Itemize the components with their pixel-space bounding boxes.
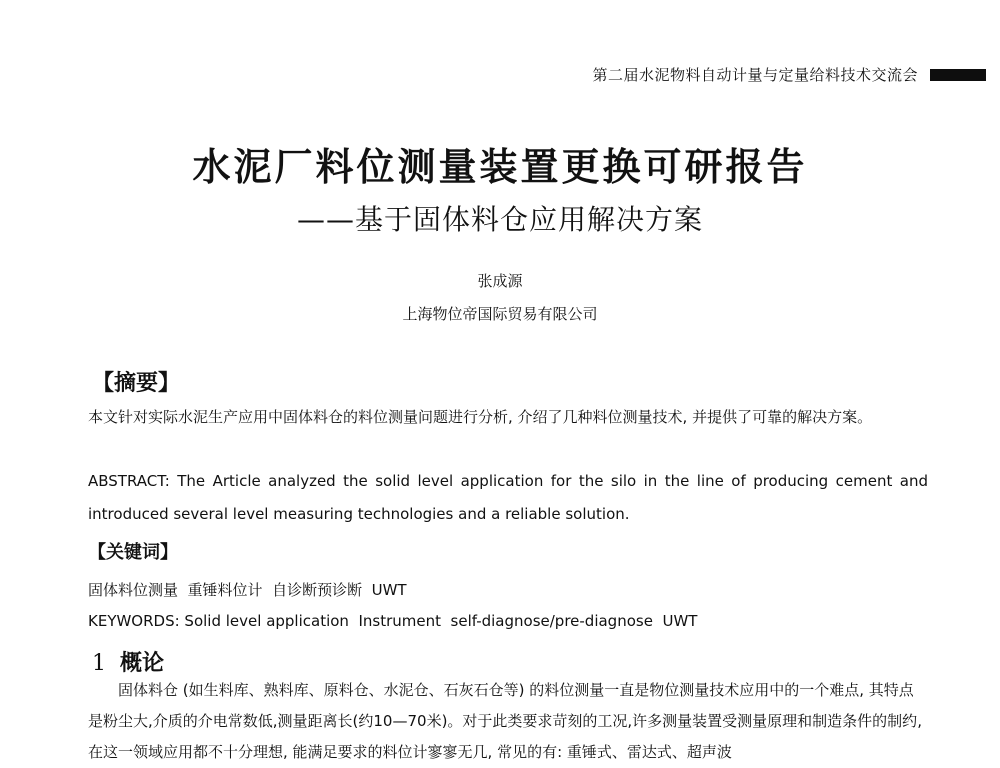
author-name: 张成源 bbox=[477, 272, 523, 290]
section-1-body: 固体料仓 (如生料库、熟料库、原料仓、水泥仓、石灰石仓等) 的料位测量一直是物位测量技术应用中的一个难点, 其特点是粉尘大,介质的介电常数低,测量距离长(约10—70米)。对于此类要求苛刻的工况,许多测量装置受测量原理和制造条件的制约, 在这一领域应用都不十分理想, 能满足要求的料位计寥寥无几, 常见的有: 重锤式、雷达式、超声波 bbox=[88, 681, 922, 761]
paper-title: 水泥厂料位测量装置更换可研报告 bbox=[192, 145, 808, 189]
author-affiliation: 上海物位帝国际贸易有限公司 bbox=[402, 305, 598, 323]
keywords-heading: 【关键词】 bbox=[88, 542, 178, 563]
section-1-number: 1 bbox=[92, 651, 106, 676]
paper-subtitle: ——基于固体料仓应用解决方案 bbox=[296, 203, 703, 236]
conference-name: 第二届水泥物料自动计量与定量给料技术交流会 bbox=[592, 66, 918, 84]
abstract-heading: 【摘要】 bbox=[92, 371, 181, 396]
section-1-title: 概论 bbox=[120, 651, 165, 676]
running-header bbox=[592, 64, 986, 85]
keywords-cn: 固体料位测量 重锤料位计 自诊断预诊断 UWT bbox=[88, 581, 407, 599]
abstract-cn: 本文针对实际水泥生产应用中固体料仓的料位测量问题进行分析, 介绍了几种料位测量技术, 并提供了可靠的解决方案。 bbox=[88, 408, 873, 426]
abstract-en: ABSTRACT: The Article analyzed the solid level application for the silo in the line of producing cement and introduced several level measuring technologies and a reliable solution. bbox=[88, 472, 928, 523]
keywords-en: KEYWORDS: Solid level application Instrument self-diagnose/pre-diagnose UWT bbox=[88, 612, 698, 630]
header-black-bar bbox=[930, 69, 986, 81]
section-1-heading bbox=[92, 646, 164, 677]
